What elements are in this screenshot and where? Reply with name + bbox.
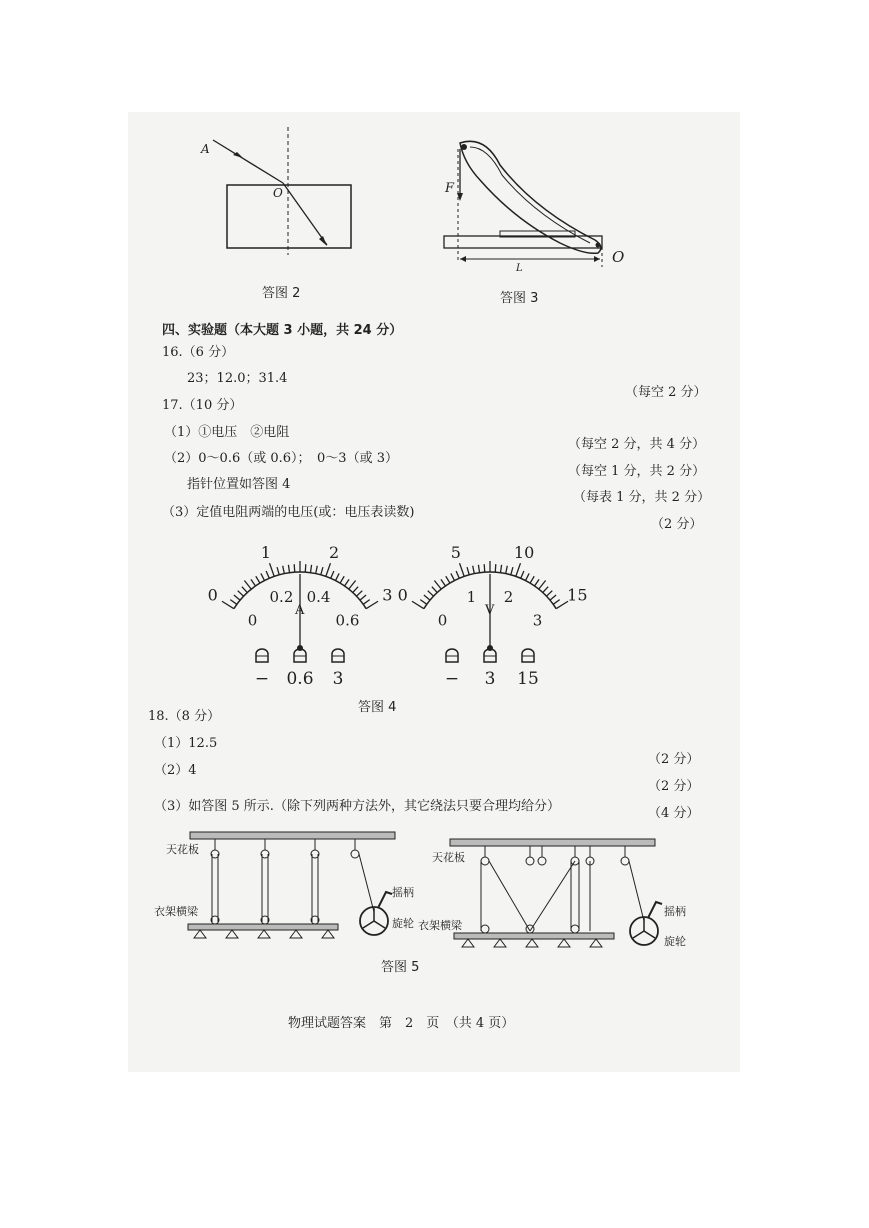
label-o: O xyxy=(273,186,283,200)
voltmeter-tick xyxy=(424,595,430,600)
ammeter-tick xyxy=(356,591,362,597)
figure-2-refraction xyxy=(195,125,365,260)
ammeter-dial xyxy=(207,530,393,690)
ammeter-tick xyxy=(305,564,306,572)
ammeter-tick xyxy=(270,563,275,576)
section-title: 四、实验题（本大题 3 小题，共 24 分） xyxy=(162,323,403,338)
ammeter-tick xyxy=(331,571,334,578)
ammeter-tick xyxy=(261,573,265,580)
ammeter-tick xyxy=(266,571,269,578)
q18-line3: （3）如答图 5 所示.（除下列两种方法外，其它绕法只要合理均给分） xyxy=(154,799,560,814)
ammeter-tick xyxy=(288,565,289,573)
q17-line1: （1）①电压 ②电阻 xyxy=(164,425,290,440)
q18-header: 18.（8 分） xyxy=(148,709,221,724)
ammeter-tick xyxy=(316,566,318,574)
ammeter-tick xyxy=(242,587,247,593)
right-crank-label: 摇柄 xyxy=(664,905,686,918)
label-o: O xyxy=(612,248,625,266)
q17-line2: （2）0～0.6（或 0.6）； 0～3（或 3） xyxy=(164,451,398,466)
ammeter-tick xyxy=(256,576,260,583)
q17-header: 17.（10 分） xyxy=(162,398,243,413)
q18-score3: （4 分） xyxy=(648,806,700,821)
ammeter-pivot xyxy=(297,645,303,651)
q18-line1: （1）12.5 xyxy=(154,736,218,751)
voltmeter-tick xyxy=(539,581,546,590)
ammeter-tick xyxy=(294,564,295,572)
voltmeter-tick xyxy=(432,587,437,593)
figure-3-lever xyxy=(440,135,630,275)
q16-header: 16.（6 分） xyxy=(162,345,235,360)
right-ceiling-label: 天花板 xyxy=(432,851,465,864)
voltmeter-tick xyxy=(456,571,459,578)
voltmeter-tick xyxy=(451,573,455,580)
page-footer: 物理试题答案 第 2 页 （共 4 页） xyxy=(288,1016,515,1031)
figure-2-caption: 答图 2 xyxy=(262,286,301,301)
ammeter-bottom-tick-label: 0.2 xyxy=(269,588,294,607)
voltmeter-tick xyxy=(412,601,424,608)
left-crank-label: 摇柄 xyxy=(392,886,414,899)
ammeter-terminal-label: 0.6 xyxy=(286,669,314,689)
voltmeter-tick xyxy=(511,567,513,575)
figure-5-left-pulleys xyxy=(154,828,414,953)
ammeter-bottom-tick-label: 0.6 xyxy=(335,611,360,630)
q17-score2: （每空 1 分，共 2 分） xyxy=(568,464,706,479)
ammeter-tick xyxy=(321,567,323,575)
left-ceiling-label: 天花板 xyxy=(166,843,199,856)
voltmeter-tick xyxy=(446,576,450,583)
q17-score4: （2 分） xyxy=(651,517,703,532)
ammeter-tick xyxy=(310,565,311,573)
ammeter-tick xyxy=(363,600,369,605)
right-crossbar-label: 衣架横梁 xyxy=(418,919,462,932)
voltmeter-top-tick-label: 10 xyxy=(513,542,535,562)
q17-score3: （每表 1 分，共 2 分） xyxy=(573,490,711,505)
q18-line2: （2）4 xyxy=(154,763,197,778)
label-l: L xyxy=(516,263,523,274)
ammeter-tick xyxy=(277,567,279,575)
q18-score2: （2 分） xyxy=(648,779,700,794)
voltmeter-top-tick-label: 15 xyxy=(567,585,588,605)
voltmeter-tick xyxy=(550,595,556,600)
voltmeter-tick xyxy=(495,564,496,572)
voltmeter-bottom-tick-label: 1 xyxy=(466,588,477,607)
left-crossbar-label: 衣架横梁 xyxy=(154,905,198,918)
voltmeter-tick xyxy=(460,563,465,576)
ammeter-tick xyxy=(326,563,331,576)
voltmeter-tick xyxy=(467,567,469,575)
left-wheel-label: 旋轮 xyxy=(392,917,414,930)
ammeter-top-tick-label: 0 xyxy=(207,585,218,605)
ammeter-bottom-tick-label: 0 xyxy=(247,611,258,630)
ammeter-tick xyxy=(251,579,256,586)
q18-score1: （2 分） xyxy=(648,752,700,767)
voltmeter-terminal-label: 15 xyxy=(517,669,539,689)
label-f: F xyxy=(445,181,455,196)
voltmeter-tick xyxy=(535,579,540,586)
voltmeter-tick xyxy=(500,565,501,573)
ammeter-top-tick-label: 2 xyxy=(329,542,340,562)
voltmeter-symbol: V xyxy=(485,603,495,618)
ammeter-tick xyxy=(349,581,356,590)
voltmeter-tick xyxy=(428,591,434,597)
ammeter-tick xyxy=(230,600,236,605)
q16-score: （每空 2 分） xyxy=(625,385,707,400)
figure-4-caption: 答图 4 xyxy=(358,700,397,715)
ammeter-bottom-tick-label: 0.4 xyxy=(306,588,331,607)
voltmeter-pivot xyxy=(487,645,493,651)
voltmeter-tick xyxy=(530,576,534,583)
voltmeter-top-tick-label: 0 xyxy=(397,585,408,605)
voltmeter-tick xyxy=(478,565,479,573)
voltmeter-tick xyxy=(441,579,446,586)
q17-score1: （每空 2 分，共 4 分） xyxy=(568,437,706,452)
voltmeter-tick xyxy=(420,600,426,605)
figure-5-caption: 答图 5 xyxy=(381,960,420,975)
ammeter-tick xyxy=(238,591,244,597)
ammeter-tick xyxy=(366,601,378,608)
voltmeter-dial xyxy=(397,530,588,690)
label-a: A xyxy=(201,142,210,156)
figure-5-right-pulleys xyxy=(418,835,695,960)
ammeter-tick xyxy=(335,573,339,580)
ammeter-tick xyxy=(340,576,344,583)
figure-3-caption: 答图 3 xyxy=(500,291,539,306)
ammeter-tick xyxy=(283,566,285,574)
ammeter-tick xyxy=(234,595,240,600)
right-wheel-label: 旋轮 xyxy=(664,935,686,948)
voltmeter-tick xyxy=(521,571,524,578)
q17-line3: 指针位置如答图 4 xyxy=(187,477,291,492)
voltmeter-tick xyxy=(434,581,441,590)
voltmeter-tick xyxy=(553,600,559,605)
ammeter-symbol: A xyxy=(295,603,305,618)
voltmeter-bottom-tick-label: 3 xyxy=(532,611,543,630)
ammeter-top-tick-label: 1 xyxy=(260,542,271,562)
ammeter-top-tick-label: 3 xyxy=(382,585,393,605)
ammeter-tick xyxy=(244,581,251,590)
voltmeter-top-tick-label: 5 xyxy=(450,542,461,562)
voltmeter-bottom-tick-label: 0 xyxy=(437,611,448,630)
voltmeter-tick xyxy=(543,587,548,593)
ammeter-terminal-label: − xyxy=(254,669,270,689)
ammeter-tick xyxy=(222,601,234,608)
ammeter-tick xyxy=(353,587,358,593)
voltmeter-tick xyxy=(473,566,475,574)
ammeter-tick xyxy=(345,579,350,586)
ammeter-tick xyxy=(360,595,366,600)
voltmeter-tick xyxy=(506,566,508,574)
q17-line4: （3）定值电阻两端的电压(或：电压表读数) xyxy=(162,505,415,520)
voltmeter-terminal-label: − xyxy=(444,669,460,689)
voltmeter-tick xyxy=(516,563,521,576)
q16-answer: 23；12.0；31.4 xyxy=(187,371,288,386)
voltmeter-terminal-label: 3 xyxy=(484,669,496,689)
voltmeter-bottom-tick-label: 2 xyxy=(503,588,514,607)
voltmeter-tick xyxy=(484,564,485,572)
voltmeter-tick xyxy=(546,591,552,597)
voltmeter-tick xyxy=(525,573,529,580)
ammeter-terminal-label: 3 xyxy=(332,669,344,689)
